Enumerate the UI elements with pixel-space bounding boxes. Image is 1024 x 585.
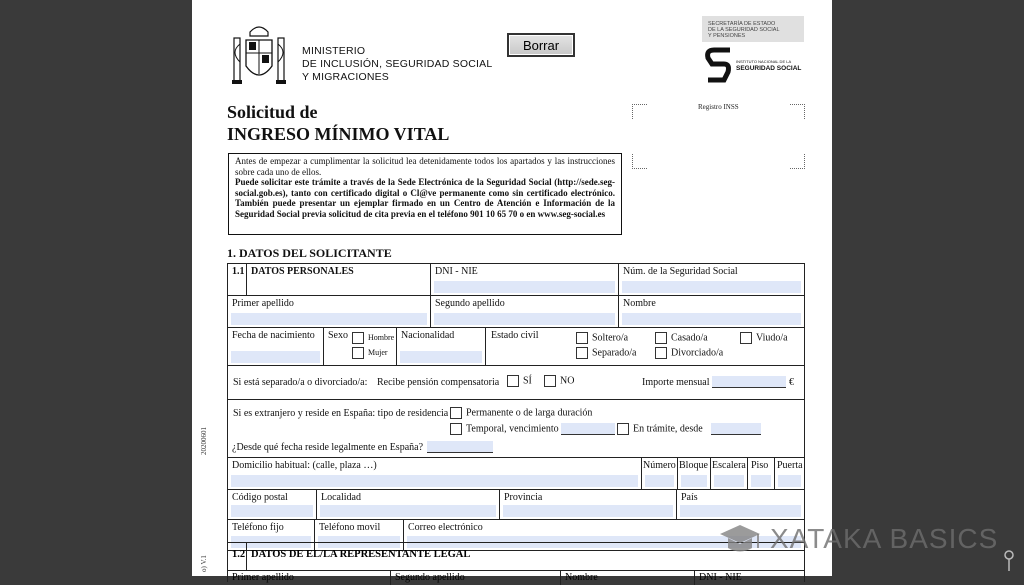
coat-of-arms-logo: [228, 22, 290, 88]
sexo-field: [323, 328, 396, 365]
field-label: Recibe pensión compensatoria: [377, 377, 500, 388]
nombre-field[interactable]: [618, 296, 804, 327]
tramite-checkbox[interactable]: [617, 423, 629, 435]
instructions-box: [228, 153, 622, 235]
ministry-line: DE INCLUSIÓN, SEGURIDAD SOCIAL: [302, 58, 493, 70]
secretaria-line: DE LA SEGURIDAD SOCIAL: [708, 27, 780, 33]
field-label: Segundo apellido: [435, 298, 505, 309]
localidad-input[interactable]: [320, 505, 496, 517]
pais-input[interactable]: [680, 505, 801, 517]
field-label: Primer apellido: [232, 572, 294, 583]
bloque-field[interactable]: [677, 458, 710, 489]
option-label: Mujer: [368, 347, 388, 357]
field-label: Nombre: [623, 298, 656, 309]
field-label: Segundo apellido: [395, 572, 465, 583]
permanente-checkbox[interactable]: [450, 407, 462, 419]
subsection-number: 1.1: [232, 266, 245, 277]
field-label: ¿Desde qué fecha reside legalmente en España?: [232, 442, 424, 453]
puerta-field[interactable]: [774, 458, 804, 489]
option-label: Casado/a: [671, 332, 708, 344]
ss-name-text: SEGURIDAD SOCIAL: [736, 65, 802, 72]
codigo-postal-field[interactable]: [228, 490, 316, 519]
escalera-input[interactable]: [714, 475, 744, 487]
field-label: Localidad: [321, 492, 361, 503]
localidad-field[interactable]: [316, 490, 499, 519]
field-label: Escalera: [712, 460, 746, 471]
field-label: Importe mensual: [642, 377, 710, 388]
seguridad-social-logo: [704, 46, 734, 84]
field-label: DNI - NIE: [699, 572, 742, 583]
watermark-text: XATAKA BASICS: [770, 523, 999, 554]
field-label: Teléfono fijo: [232, 522, 284, 533]
rep-nombre-field[interactable]: [560, 571, 694, 585]
field-label: Piso: [751, 460, 769, 471]
section-title: 1. DATOS DEL SOLICITANTE: [227, 246, 392, 260]
segundo-apellido-field[interactable]: [430, 296, 618, 327]
num-ss-input[interactable]: [622, 281, 801, 293]
provincia-field[interactable]: [499, 490, 676, 519]
nacionalidad-field[interactable]: [396, 328, 485, 365]
xataka-watermark: [718, 522, 998, 556]
option-label: Permanente o de larga duración: [466, 407, 593, 419]
primer-apellido-field[interactable]: [228, 296, 430, 327]
field-label: Si está separado/a o divorciado/a:: [233, 377, 368, 388]
form-row: [228, 264, 804, 296]
num-ss-field[interactable]: [618, 264, 804, 295]
field-label: Si es extranjero y reside en España: tipo de residencia: [233, 408, 449, 419]
field-label: Estado civil: [491, 330, 539, 341]
option-label: Soltero/a: [592, 332, 629, 344]
casado-checkbox[interactable]: [655, 332, 667, 344]
nacionalidad-input[interactable]: [400, 351, 482, 363]
field-label: Fecha de nacimiento: [232, 330, 315, 341]
estado-civil-field: [485, 328, 804, 365]
escalera-field[interactable]: [710, 458, 747, 489]
field-label: Sexo: [328, 330, 348, 341]
nombre-input[interactable]: [622, 313, 801, 325]
option-label: Divorciado/a: [671, 347, 724, 359]
form-row: [228, 366, 804, 400]
option-label: Temporal, vencimiento: [466, 423, 559, 435]
field-label: Nombre: [565, 572, 598, 583]
clear-form-button[interactable]: Borrar: [507, 33, 575, 57]
piso-field[interactable]: [747, 458, 774, 489]
registro-corner: [632, 154, 647, 169]
form-row: [228, 328, 804, 366]
piso-input[interactable]: [751, 475, 771, 487]
field-label: Número: [643, 460, 676, 471]
ministry-line: MINISTERIO: [302, 45, 366, 57]
applicant-form: [227, 263, 805, 551]
secretaria-line: SECRETARÍA DE ESTADO: [708, 21, 776, 27]
form-row: [228, 571, 804, 585]
field-label: Código postal: [232, 492, 288, 503]
dni-input[interactable]: [434, 281, 615, 293]
fecha-nac-field[interactable]: [228, 328, 323, 365]
temporal-checkbox[interactable]: [450, 423, 462, 435]
option-label: En trámite, desde: [633, 423, 703, 435]
ss-institute-text: INSTITUTO NACIONAL DE LA: [736, 59, 792, 64]
secretaria-line: Y PENSIONES: [708, 33, 746, 39]
secretaria-box: [702, 16, 804, 42]
field-label: DNI - NIE: [435, 266, 478, 277]
field-label: Puerta: [777, 460, 803, 471]
zoom-handle-icon[interactable]: [1004, 550, 1014, 572]
rep-segundo-apellido-field[interactable]: [390, 571, 560, 585]
dni-field[interactable]: [430, 264, 618, 295]
option-label: NO: [560, 375, 575, 387]
field-label: Provincia: [504, 492, 543, 503]
field-label: Domicilio habitual: (calle, plaza …): [232, 460, 377, 471]
form-row: [228, 400, 804, 458]
pension-no-checkbox[interactable]: [544, 375, 556, 387]
codigo-postal-input[interactable]: [231, 505, 313, 517]
tramite-input[interactable]: [711, 423, 761, 435]
document-page: [192, 0, 832, 583]
subsection-number: 1.2: [232, 549, 246, 560]
registro-corner: [790, 104, 805, 119]
subsection-title: DATOS PERSONALES: [246, 264, 430, 295]
field-label: Nacionalidad: [401, 330, 455, 341]
field-label: Teléfono movil: [319, 522, 381, 533]
field-label: Primer apellido: [232, 298, 294, 309]
numero-input[interactable]: [645, 475, 674, 487]
currency-label: €: [789, 377, 794, 388]
divorciado-checkbox[interactable]: [655, 347, 667, 359]
numero-field[interactable]: [641, 458, 677, 489]
form-code-vertical: 20200601: [200, 427, 208, 455]
domicilio-field[interactable]: [228, 458, 641, 489]
option-label: SÍ: [523, 375, 532, 387]
rep-dni-field[interactable]: [694, 571, 804, 585]
form-version-vertical: o) V.1: [200, 555, 208, 572]
registro-corner: [790, 154, 805, 169]
ministry-line: Y MIGRACIONES: [302, 71, 390, 83]
form-row: [228, 296, 804, 328]
form-row: [228, 490, 804, 520]
registro-label: Registro INSS: [698, 103, 739, 111]
registro-corner: [632, 104, 647, 119]
segundo-apellido-input[interactable]: [434, 313, 615, 325]
field-label: Núm. de la Seguridad Social: [623, 266, 738, 277]
fecha-nac-input[interactable]: [231, 351, 320, 363]
separado-checkbox[interactable]: [576, 347, 588, 359]
instructions-text: Antes de empezar a cumplimentar la solicitud lea detenidamente todos los apartados y las instrucciones sobre cada uno de ellos.: [235, 156, 615, 177]
domicilio-input[interactable]: [231, 475, 638, 487]
option-label: Viudo/a: [756, 332, 788, 344]
field-label: Correo electrónico: [408, 522, 483, 533]
seguridad-social-label: [736, 58, 801, 72]
importe-input[interactable]: [712, 376, 786, 388]
vencimiento-input[interactable]: [561, 423, 615, 435]
bloque-input[interactable]: [681, 475, 707, 487]
primer-apellido-input[interactable]: [231, 313, 427, 325]
mujer-checkbox[interactable]: [352, 347, 364, 359]
subsection-title: DATOS DE EL/LA REPRESENTANTE LEGAL: [246, 543, 804, 570]
form-title-line1: Solicitud de: [227, 102, 318, 122]
form-row: [228, 458, 804, 490]
hombre-checkbox[interactable]: [352, 332, 364, 344]
form-title-line2: INGRESO MÍNIMO VITAL: [227, 124, 450, 144]
instructions-bold-text: Puede solicitar este trámite a través de la Sede Electrónica de la Seguridad Social (http://sede.seg-social.gob.es), tanto con certificado digital o Cl@ve permanente como sin certificado electrónico. También puede presentar un ejemplar firmado en un Centro de Atención e Información de la Seguridad Social previa solicitud de cita previa en el teléfono 901 10 65 70 o en www.seg-social.es: [235, 177, 615, 219]
ministry-name: [302, 45, 492, 84]
option-label: Separado/a: [592, 347, 637, 359]
option-label: Hombre: [368, 332, 395, 342]
field-label: Bloque: [679, 460, 708, 471]
pais-field[interactable]: [676, 490, 804, 519]
graduation-cap-icon: [718, 522, 762, 556]
viudo-checkbox[interactable]: [740, 332, 752, 344]
soltero-checkbox[interactable]: [576, 332, 588, 344]
rep-primer-apellido-field[interactable]: [228, 571, 390, 585]
field-label: País: [681, 492, 698, 503]
pension-si-checkbox[interactable]: [507, 375, 519, 387]
puerta-input[interactable]: [778, 475, 801, 487]
desde-fecha-input[interactable]: [427, 441, 493, 453]
provincia-input[interactable]: [503, 505, 673, 517]
